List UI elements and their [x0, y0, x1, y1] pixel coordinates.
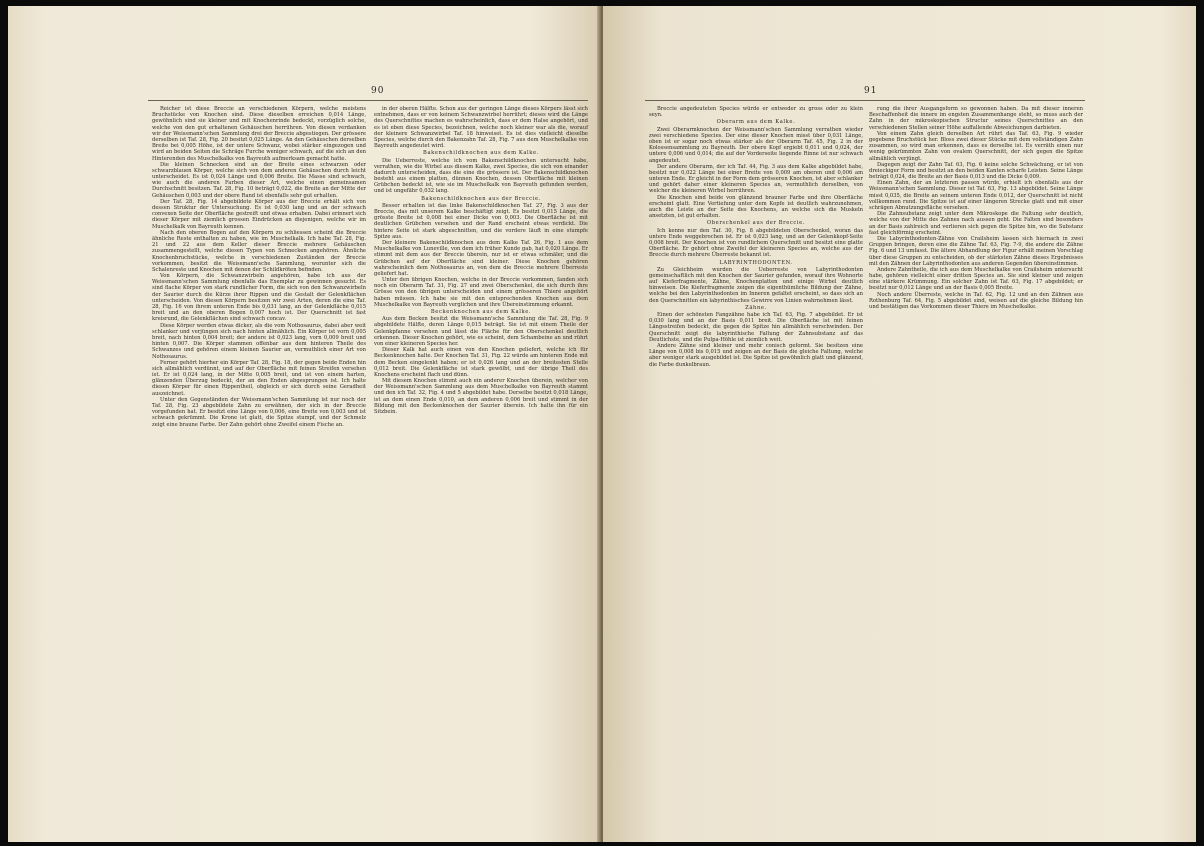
paragraph: rung die ihrer Ausgangsform so gewonnen haben. Da mit dieser inneren Beschaffenheit die innere im engsten Zusammenhange steht, so muss auch der Zahn in der mikroskopischen Structur seines Querschnittes an den verschiedenen Stellen seiner Höhe auffallende Abweichungen darbieten.	[869, 106, 1083, 131]
header-rule-right	[645, 100, 1085, 101]
page-number-right: 91	[864, 86, 878, 96]
paragraph: Zu Gleichheim wurden die Ueberreste von Labyrinthodonten gemeinschaftlich mit den Knochen der Saurier gefunden, worauf ihre Wohnorte auf Kieferfragmente, Zähne, Knochenplatten und einige Wirbel deutlich hinweisen. Die Kieferfragmente zeigen die eigenthümliche Bildung der Zähne, welche bei den Labyrinthodonten im Inneren gefaltet erscheint, so dass sich an den Querschnitten ein labyrinthisches Gewirre von Linien wahrnehmen lässt.	[649, 266, 863, 304]
paragraph: Die Knochen sind beide von glänzend brauner Farbe und ihre Oberfläche erscheint glatt. Eine Vertiefung unter dem Kopfe ist deutlich wahrzunehmen, auch die Leiste an der Seite des Knochens, an welche sich die Muskeln ansetzten, ist gut erhalten.	[649, 194, 863, 220]
section-heading: Bakenschildknochen aus der Breccie.	[421, 195, 541, 202]
paragraph: Die kleinen Schnecken sind an der Breite eines schwarzen oder schwarzblauen Körper, welche sich von dem anderen Gehäuschen durch leicht unterscheidet. Es ist 0,024 Länge und 0,006 Breite. Die Masse sind schwach, wie auch die anderen Farben dieser Art, welche einen gemeinsamen Durchschnitt besitzen. Taf. 28, Fig. 10 beträgt 0,022, die Breite an der Mitte der Gehäuschen 0,003 und der obere Rand ist ebenfalls sehr gut erhalten.	[152, 161, 366, 199]
paragraph: Noch andere Überreste, welche in Taf. 62, Fig. 12 und an den Zähnen aus Rothenburg Taf. 64, Fig. 5 abgebildet sind, weisen auf die gleiche Bildung hin und bestätigen das Vorkommen dieser Thiere im Muschelkalke.	[869, 291, 1083, 310]
section-heading: Zähne.	[745, 304, 767, 311]
paragraph: Nach den oberen Bogen auf den Körpern zu schliessen scheint die Breccie ähnliche Reste enthalten zu haben, wie im Muschelkalk. Ich habe Taf. 28, Fig. 21 und 22 aus dem Keller dieser Breccie mehrere Gehäuschen zusammengestellt, welche diesen Typen von Schnecken angehören. Ähnliche Knochenbruchstücke, welche in verschiedenen Zuständen der Breccie vorkommen, besitzt die Weissmann'sche Sammlung, worunter sich die Schalenreste und Knochen mit denen der Schildkröten befinden.	[152, 229, 366, 273]
right-page	[603, 6, 1196, 842]
paragraph: Dagegen zeigt der Zahn Taf. 63, Fig. 6 keine solche Schwächung, er ist von dreieckiger Form und besitzt an den beiden Kanten scharfe Leisten. Seine Länge beträgt 0,024, die Breite an der Basis 0,013 und die Dicke 0,009.	[869, 161, 1083, 181]
paragraph: Besser erhalten ist das linke Bakenschildknochen Taf. 27, Fig. 3 aus der Breccie, das mit unserem Kalke beschäftigt zeigt. Es besitzt 0,015 Länge, die grösste Breite ist 0,008 bei einer Dicke von 0,003. Die Oberfläche ist mit deutlichen Grübchen versehen und der Rand erscheint etwas verdickt. Die hintere Seite ist stark abgeschnitten, und die vordere läuft in eine stumpfe Spitze aus.	[374, 202, 588, 240]
section-heading: Beckenknochen aus dem Kalke.	[430, 309, 532, 315]
paragraph: Ferner gehört hierher ein Körper Taf. 28, Fig. 18, der gegen beide Enden hin sich allmählich verdünnt, und auf der Oberfläche mit feinen Streifen versehen ist. Er ist 0,024 lang, in der Mitte 0,005 breit, und ist von einem harten, glänzenden Überzug bedeckt, der an den Enden abgesprungen ist. Ich halte diesen Körper für einen Rippentheil, obgleich er sich durch seine Geradheit auszeichnet.	[152, 359, 366, 397]
paragraph: Der Taf. 28, Fig. 14 abgebildete Körper aus der Breccie erhält sich von dessen Struktur der Untersuchung. Es ist 0,030 lang und an der schwach convexen Seite der Oberfläche gestreift und etwas erhaben. Dabei erinnert sich dieser Körper mit ziemlich grossen Eindrücken an diejenigen, welche wir im Muschelkalk von Bayreuth kennen.	[152, 198, 366, 230]
book-spread	[8, 6, 1196, 842]
paragraph: Der andere Oberarm, der ich Taf. 44, Fig. 3 aus dem Kalke abgebildet habe, besitzt nur 0,022 Länge bei einer Breite von 0,009 am oberen und 0,006 am unteren Ende. Er gleicht in der Form dem grösseren Knochen, ist aber schlanker und gehört daher einer kleineren Species an, vermuthlich derselben, von welcher die kleineren Wirbel herrühren.	[649, 163, 863, 195]
left-column-2	[374, 106, 588, 415]
section-heading: LABYRINTHODONTEN.	[719, 259, 793, 266]
paragraph: Reicher ist diese Breccie an verschiedenen Körpern, welche meistens Bruchstücke von Knochen sind. Diese dieselben erreichen 0,014 Länge, gewöhnlich sind sie kleiner und mit Knochenrinde bedeckt, vorzüglich solche, welche von den gut erhaltenen Gehäuschen herrühren. Von diesen verdanken wir der Weissmann'schen Sammlung drei der Breccie abgestiegen. Der grössere derselben ist Taf. 28, Fig. 20 besitzt 0,025 Länge. An den Gehäuschen derselben Breite bei 0,005 Höhe, ist der untere Schwanz, wobei stärker eingezogen und wird an beiden Seiten die Schräge Furche weniger schwach, auf die sich an den Hinterenden des Muschelkalks von Bayreuth aufmerksam gemacht hatte.	[152, 106, 366, 162]
section-heading: Bakenschildknochen aus dem Kalke.	[423, 150, 539, 157]
paragraph: Andere Zähne sind kleiner und mehr conisch geformt. Sie besitzen eine Länge von 0,008 bis 0,015 und zeigen an der Basis die gleiche Faltung, welche aber weniger stark ausgebildet ist. Die Spitze ist gewöhnlich glatt und glänzend, die Farbe dunkelbraun.	[649, 342, 863, 368]
paragraph: Dieser Kalk hat auch einen von den Knochen geliefert, welche ich für Beckenknochen halte. Der Knochen Taf. 31, Fig. 22 würde am hinteren Ende mit dem Becken eingelenkt haben; er ist 0,026 lang und an der breitesten Stelle 0,012 breit. Die Gelenkfläche ist stark gewölbt, und der übrige Theil des Knochens erscheint flach und dünn.	[374, 347, 588, 378]
page-number-left: 90	[371, 86, 385, 96]
paragraph: Diese Körper werden etwas dicker, als die vom Nothosaurus, dabei aber weit schlanker und verjüngen sich nach hinten allmählich. Ein Körper ist vorn 0,005 breit, nach hinten 0,004 breit; der andere ist 0,023 lang, vorn 0,009 breit und hinten 0,007. Die Körper stammen offenbar aus dem hinteren Theile des Schwanzes und gehören einem kleinen Saurier an, vermuthlich einer Art von Nothosaurus.	[152, 322, 366, 360]
paragraph: Andere Zahntheile, die ich aus dem Muschelkalke von Crailsheim untersucht habe, gehören vielleicht einer dritten Species an. Sie sind kleiner und zeigen eine stärkere Krümmung. Ein solcher Zahn ist Taf. 63, Fig. 17 abgebildet; er besitzt nur 0,012 Länge und an der Basis 0,005 Breite.	[869, 266, 1083, 292]
paragraph: Unter den übrigen Knochen, welche in der Breccie vorkommen, fanden sich noch ein Oberarm Taf. 31, Fig. 27 und zwei Oberschenkel, die sich durch ihre Grösse von den übrigen unterscheiden und einem grösseren Thiere angehört haben müssen. Ich habe sie mit den entsprechenden Knochen aus dem Muschelkalke von Bayreuth verglichen und ihre Übereinstimmung erkannt.	[374, 277, 588, 308]
right-column-1	[649, 106, 863, 368]
section-heading: Oberarm aus dem Kalke.	[716, 119, 796, 126]
paragraph: Breccie angedeuteten Species würde er entweder zu gross oder zu klein seyn.	[649, 106, 863, 119]
paragraph: Die Ueberreste, welche ich vom Bakenschildknochen untersucht habe, verrathen, wie die Wirbel aus diesem Kalke, zwei Species, die sich von einander dadurch unterscheiden, dass die eine die grössere ist. Der Bakenschildknochen besteht aus einem platten, dünnen Knochen, dessen Oberfläche mit kleinen Grübchen bedeckt ist, wie sie im Muschelkalk von Bayreuth gefunden werden, und ist ungefähr 0,032 lang.	[374, 157, 588, 195]
paragraph: Ich kenne nur den Taf. 30, Fig. 8 abgebildeten Oberschenkel, woran das untere Ende weggebrochen ist. Er ist 0,023 lang, und an der Gelenkkopf-Seite 0,008 breit. Der Knochen ist von rundlichem Querschnitt und besitzt eine glatte Oberfläche. Er gehört ohne Zweifel der kleineren Species an, welche aus der Breccie durch mehrere Überreste bekannt ist.	[649, 227, 863, 259]
section-heading: Oberschenkel aus der Breccie.	[706, 220, 806, 227]
paragraph: Aus dem Becken besitzt die Weissmann'sche Sammlung die Taf. 28, Fig. 9 abgebildete Hälfte, deren Länge 0,015 beträgt. Sie ist mit einem Theile der Gelenkpfanne versehen und lässt die Fläche für den Oberschenkel deutlich erkennen. Dieser Knochen gehört, wie es scheint, dem Schambeine an und rührt von einer kleineren Species her.	[374, 316, 588, 347]
paragraph: Von Körpern, die Schwanzwirbeln angehören, habe ich aus der Weissmann'schen Sammlung ebenfalls das Exemplar zu gewinnen gesucht. Es sind flache Körper von stark rundlicher Form, die sich von den Schwanzwirbeln der Saurier durch die Kürze ihrer Rippen und die Gestalt der Gelenkflächen unterscheiden. Von diesen Körpern besitzen wir zwei Arten, deren die eine Taf. 28, Fig. 16 von ihrem unteren Ende bis 0,031 lang, an der Gelenkfläche 0,015 breit und an den oberen Bogen 0,007 hoch ist. Der Querschnitt ist fast kreisrund, die Gelenkflächen sind schwach concav.	[152, 273, 366, 323]
left-column-1	[152, 106, 366, 428]
paragraph: Die Labyrinthodonten-Zähne von Crailsheim lassen sich hiernach in zwei Gruppen bringen, deren eine die Zähne Taf. 63, Fig. 7-9, die andere die Zähne Fig. 6 und 13 umfasst. Die ältere Abhandlung der Figur erhält meinen Vorschlag über diese Gruppen zu entscheiden, ob der stärksten Zähne dieses Ergebnisses mit den Zähnen der Labyrinthodonten aus anderen Gegenden übereinstimmen.	[869, 235, 1083, 267]
paragraph: Einen Zahn, der an letzteren passen würde, erhielt ich ebenfalls aus der Weissmann'schen Sammlung. Dieser ist Taf. 63, Fig. 13 abgebildet. Seine Länge misst 0,035, die Breite an seinem unteren Ende 0,012, der Querschnitt ist nicht vollkommen rund. Die Spitze ist auf einer längeren Strecke glatt und mit einer schrägen Abnutzungsfläche versehen.	[869, 180, 1083, 211]
paragraph: Zwei Oberarmknochen der Weissmann'schen Sammlung verrathen wieder zwei verschiedene Species. Der eine dieser Knochen misst über 0,031 Länge, oben ist er sogar noch etwas stärker als der Oberarm Taf. 45, Fig. 2 in der Kolossensammlung zu Bayreuth. Der obere Kopf ergiebt 0,011 und 0,024, der untere 0,006 und 0,014; die auf der Vorderseite liegende Rinne ist nur schwach angedeutet.	[649, 126, 863, 164]
paragraph: Die Zahnsubstanz zeigt unter dem Mikroskope die Faltung sehr deutlich, welche von der Mitte des Zahnes nach aussen geht. Die Falten sind besonders an der Basis zahlreich und verlieren sich gegen die Spitze hin, wo die Substanz fast gleichförmig erscheint.	[869, 211, 1083, 236]
header-rule-left	[148, 100, 588, 101]
paragraph: Der kleinere Bakenschildknochen aus dem Kalke Taf. 26, Fig. 1 aus dem Muschelkalke von Luneville, von dem ich früher Kunde gab, hat 0,020 Länge. Er stimmt mit dem aus der Breccie überein, nur ist er etwas schmäler, und die Grübchen auf der Oberfläche sind kleiner. Diese Knochen gehören wahrscheinlich dem Nothosaurus an, von dem die Breccie mehrere Überreste geliefert hat.	[374, 239, 588, 277]
left-page	[8, 6, 601, 842]
paragraph: Einen der schönsten Fangzähne habe ich Taf. 63, Fig. 7 abgebildet. Er ist 0,030 lang und an der Basis 0,011 breit. Die Oberfläche ist mit feinen Längsstreifen bedeckt, die gegen die Spitze hin allmählich verschwinden. Der Querschnitt zeigt die labyrinthische Faltung der Zahnsubstanz auf das Deutlichste, und die Pulpa-Höhle ist ziemlich weit.	[649, 312, 863, 343]
paragraph: Unter den Gegenständen der Weissmann'schen Sammlung ist nur noch der Taf. 28, Fig. 23 abgebildete Zahn zu erwähnen, der sich in der Breccie vorgefunden hat. Er besitzt eine Länge von 0,006, eine Breite von 0,003 und ist schwach gekrümmt. Die Krone ist glatt, die Spitze stumpf, und der Schmelz zeigt eine braune Farbe. Der Zahn gehört ohne Zweifel einem Fische an.	[152, 396, 366, 428]
right-column-2	[869, 106, 1083, 310]
paragraph: in der oberen Hälfte. Schon aus der geringen Länge dieses Körpers lässt sich entnehmen, dass er von keinem Schwanzwirbel herrührt; dieses wird die Länge des Querschnittes machen es wahrscheinlich, dass er dem Halse angehört, und es ist eben diese Species, bezeichnen, welche noch kleiner war als die, worauf der kleinere Schwanzwirbel Taf. 18 hinweiset. Es ist dies vielleicht dieselbe Species, welche durch den Bakenzahn Taf. 28, Fig. 7 aus dem Muschelkalke von Bayreuth angedeutet wird.	[374, 106, 588, 150]
paragraph: Von einem Zahn gleich derselben Art rührt das Taf. 63, Fig. 9 wieder gegebene Bruchstück her. Bloss zwei dieser Stücke mit dem vollständigen Zahn zusammen, so wird man erkennen, dass es derselbe ist. Es verräth einen nur wenig gekrümmten Zahn von ovalem Querschnitt, der sich gegen die Spitze allmählich verjüngt.	[869, 130, 1083, 162]
paragraph: Mit diesem Knochen stimmt auch ein anderer Knochen überein, welcher von der Weissmann'schen Sammlung aus dem Muschelkalke von Bayreuth stammt und den ich Taf. 32, Fig. 4 und 5 abgebildet habe. Derselbe besitzt 0,018 Länge, ist an dem einen Ende 0,010, an dem anderen 0,006 breit und stimmt in der Bildung mit den Beckenknochen der Saurier überein. Ich halte ihn für ein Sitzbein.	[374, 378, 588, 415]
